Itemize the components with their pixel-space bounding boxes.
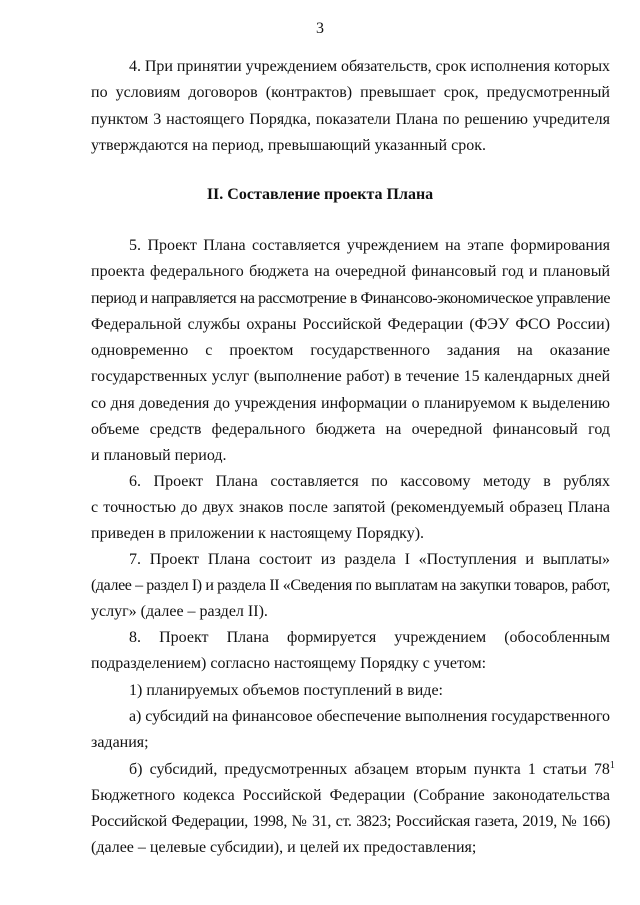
p4-line-3: пунктом 3 настоящего Порядка, показатели Плана по решению учредителя [91,111,610,128]
section-heading: II. Составление проекта Плана [206,186,434,203]
p6-line-3: приведен в приложении к настоящему Порядку). [91,525,425,542]
p5-line-1: 5. Проект Плана составляется учреждением на этапе формирования [129,237,610,254]
p5-line-3: период и направляется на рассмотрение в Финансово-экономическое управление [91,290,610,307]
p7-line-2: (далее – раздел I) и раздела II «Сведения по выплатам на закупки товаров, работ, [91,577,610,594]
p6-line-2: с точностью до двух знаков после запятой (рекомендуемый образец Плана [91,499,610,516]
item-b-line-3: Российской Федерации, 1998, № 31, ст. 3823; Российская газета, 2019, № 166) [91,813,610,830]
page-number: 3 [316,20,324,37]
item-a-line-2: задания; [91,734,149,751]
item-b-line-4: (далее – целевые субсидии), и целей их предоставления; [91,839,477,856]
p5-line-5: одновременно с проектом государственного задания на оказание [91,342,610,359]
p4-line-2: по условиям договоров (контрактов) превышает срок, предусмотренный [91,84,610,101]
p7-line-1: 7. Проект Плана состоит из раздела I «Поступления и выплаты» [129,551,610,568]
p5-line-8: объеме средств федерального бюджета на очередной финансовый год [91,421,610,438]
article-superscript: 1 [609,760,615,771]
item-a-line-1: а) субсидий на финансовое обеспечение выполнения государственного [129,708,611,725]
p5-line-2: проекта федерального бюджета на очередной финансовый год и плановый [91,263,610,280]
item-b-line-1 [129,760,615,780]
p4-line-4: утверждаются на период, превышающий указанный срок. [91,137,486,154]
p5-line-7: со дня доведения до учреждения информации о планируемом к выделению [91,395,610,412]
item-b-line-1-text: б) субсидий, предусмотренных абзацем вторым пункта 1 статьи 78 [129,761,610,778]
p5-line-4: Федеральной службы охраны Российской Федерации (ФЭУ ФСО России) [91,316,610,333]
item-1: 1) планируемых объемов поступлений в виде: [129,682,443,699]
p5-line-9: и плановый период. [91,447,227,464]
p8-line-2: подразделением) согласно настоящему Порядку с учетом: [91,655,487,672]
p6-line-1: 6. Проект Плана составляется по кассовому методу в рублях [129,473,610,490]
item-b-line-2: Бюджетного кодекса Российской Федерации (Собрание законодательства [91,787,610,804]
p8-line-1: 8. Проект Плана формируется учреждением (обособленным [129,629,610,646]
p7-line-3: услуг» (далее – раздел II). [91,603,268,620]
p4-line-1: 4. При принятии учреждением обязательств, срок исполнения которых [129,58,611,75]
p5-line-6: государственных услуг (выполнение работ) в течение 15 календарных дней [91,368,610,385]
